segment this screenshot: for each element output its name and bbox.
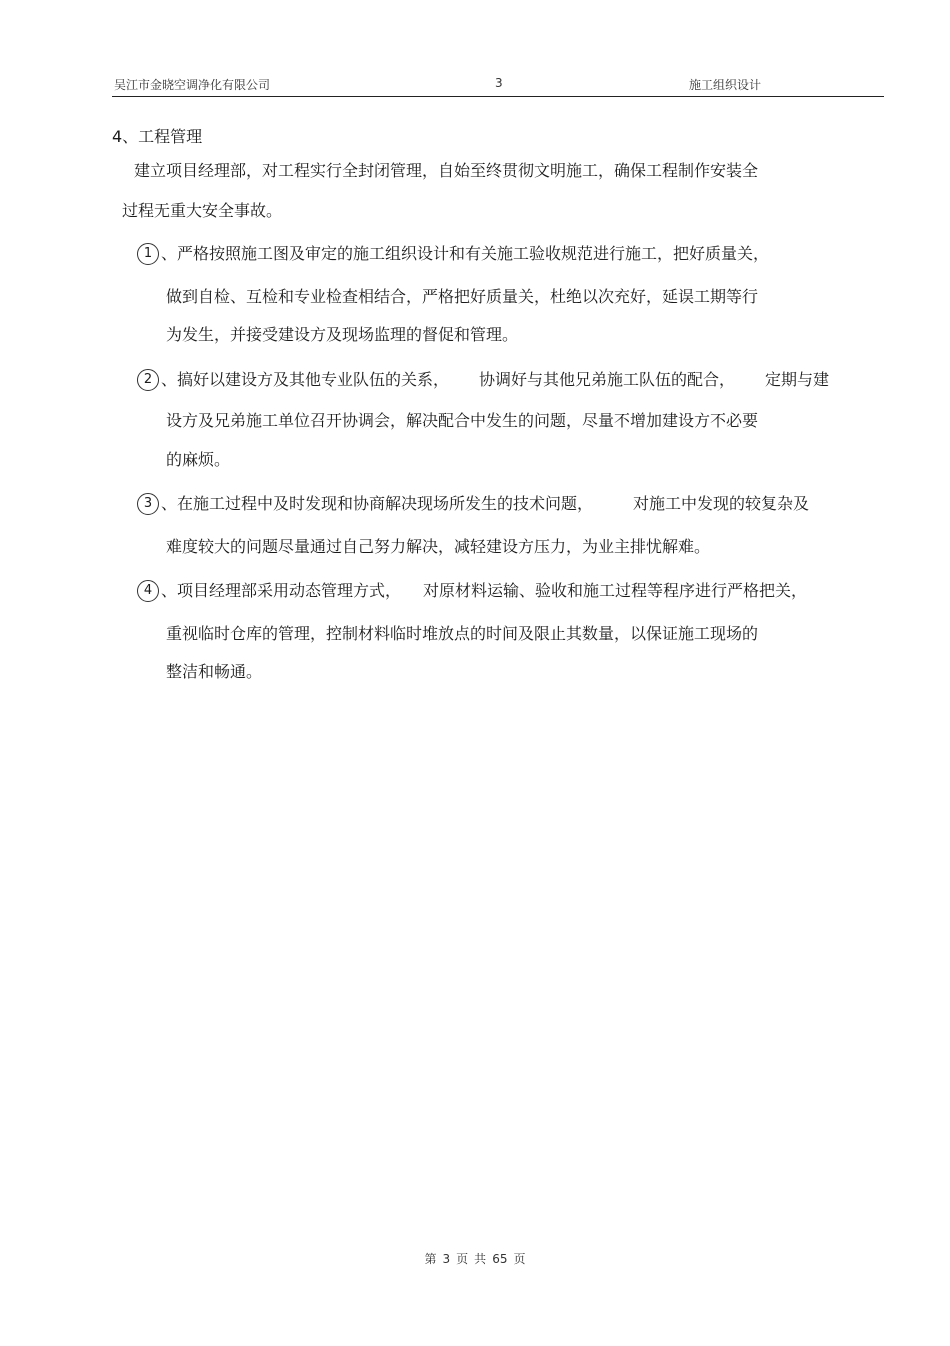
item-text: 对施工中发现的较复杂及 xyxy=(633,494,810,513)
item-1-line-3: 为发生，并接受建设方及现场监理的督促和管理。 xyxy=(166,325,519,344)
item-1-line-2: 做到自检、互检和专业检查相结合，严格把好质量关，杜绝以次充好，延误工期等行 xyxy=(166,287,759,306)
item-1-line-1 xyxy=(137,243,769,266)
item-number-badge: 3 xyxy=(137,493,159,515)
footer-text: 第 xyxy=(424,1252,437,1266)
item-4-line-3: 整洁和畅通。 xyxy=(166,662,263,681)
item-number-badge: 4 xyxy=(137,580,159,602)
item-number-badge: 1 xyxy=(137,243,159,265)
footer-text: 页 xyxy=(456,1252,469,1266)
item-2-line-3: 的麻烦。 xyxy=(166,450,231,469)
footer-text: 共 xyxy=(474,1252,487,1266)
item-4-line-2: 重视临时仓库的管理，控制材料临时堆放点的时间及限止其数量，以保证施工现场的 xyxy=(166,624,759,643)
item-number-badge: 2 xyxy=(137,369,159,391)
item-text: 、严格按照施工图及审定的施工组织设计和有关施工验收规范进行施工，把好质量关， xyxy=(161,244,770,263)
footer-text: 页 xyxy=(513,1252,526,1266)
footer-current-page: 3 xyxy=(442,1252,451,1266)
item-4-line-1 xyxy=(137,580,807,603)
footer-total-pages: 65 xyxy=(492,1252,508,1266)
page-footer xyxy=(0,1250,950,1267)
header-company: 吴江市金晓空调净化有限公司 xyxy=(114,78,271,92)
header-page-number: 3 xyxy=(495,76,503,90)
item-2-line-1 xyxy=(137,369,829,392)
item-text: 协调好与其他兄弟施工队伍的配合， xyxy=(479,370,736,389)
section-title: 4、工程管理 xyxy=(112,127,203,146)
item-3-line-2: 难度较大的问题尽量通过自己努力解决，减轻建设方压力，为业主排忧解难。 xyxy=(166,537,711,556)
item-text: 、项目经理部采用动态管理方式， xyxy=(161,581,402,600)
intro-line-2: 过程无重大安全事故。 xyxy=(122,201,283,220)
item-text: 定期与建 xyxy=(765,370,830,389)
item-2-line-2: 设方及兄弟施工单位召开协调会，解决配合中发生的问题，尽量不增加建设方不必要 xyxy=(166,411,759,430)
item-text: 、搞好以建设方及其他专业队伍的关系， xyxy=(161,370,450,389)
item-text: 对原材料运输、验收和施工过程等程序进行严格把关， xyxy=(423,581,808,600)
intro-line-1: 建立项目经理部，对工程实行全封闭管理，自始至终贯彻文明施工，确保工程制作安装全 xyxy=(134,161,759,180)
item-text: 、在施工过程中及时发现和协商解决现场所发生的技术问题， xyxy=(161,494,594,513)
header-doc-title: 施工组织设计 xyxy=(689,78,762,92)
item-3-line-1 xyxy=(137,493,809,516)
page-header xyxy=(112,72,884,97)
